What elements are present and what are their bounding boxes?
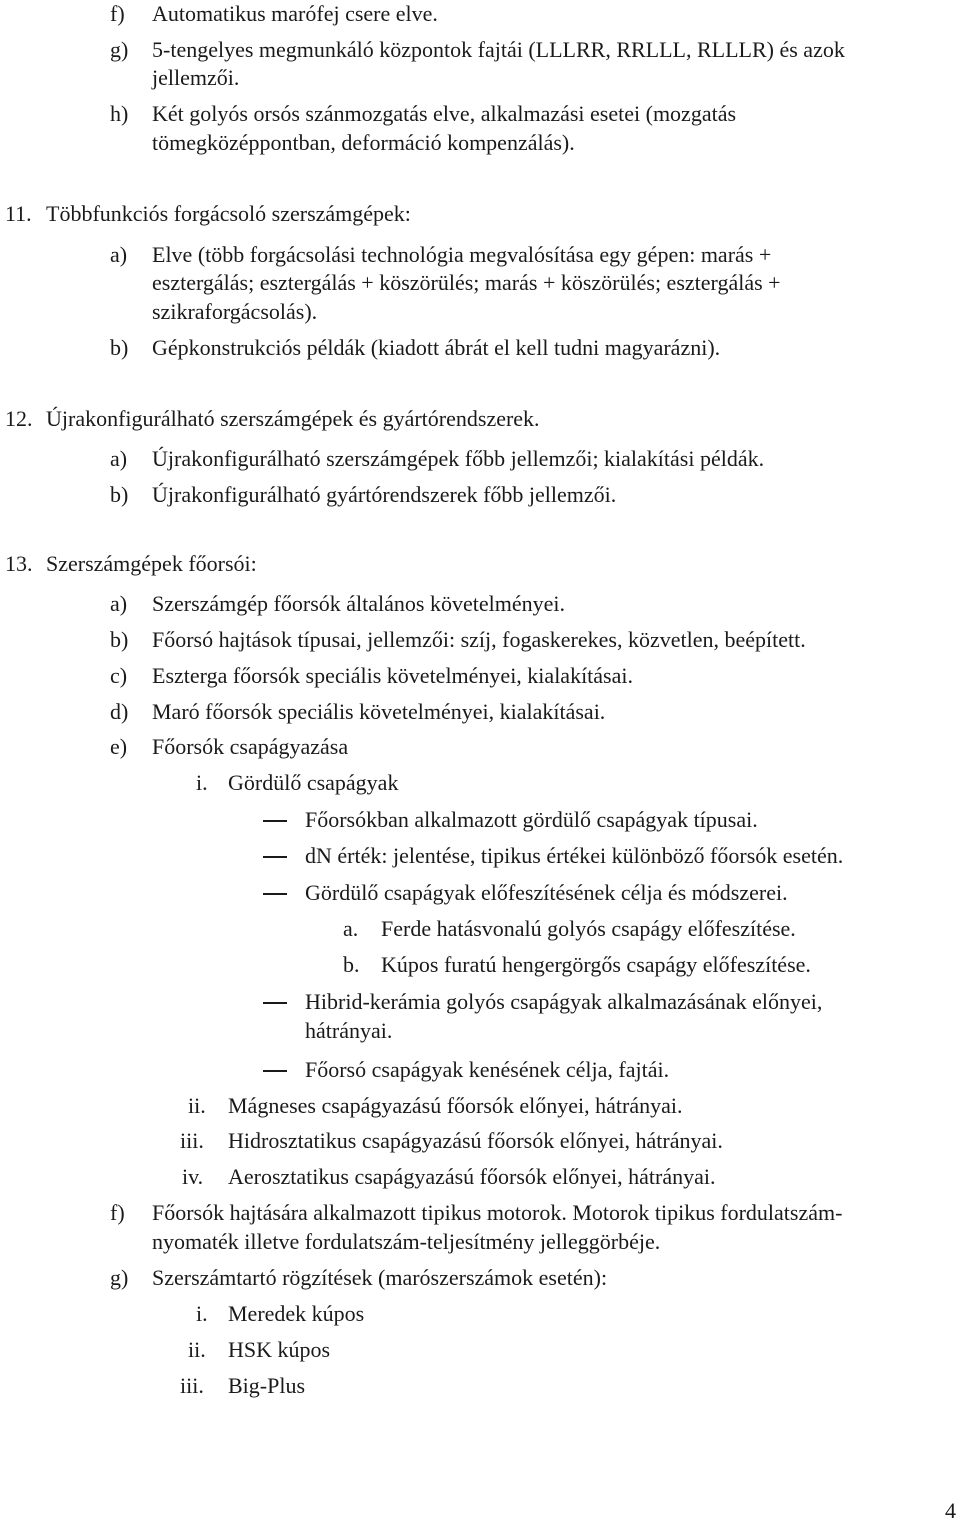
s11-b-text: Gépkonstrukciós példák (kiadott ábrát el kell tudni magyarázni). — [152, 335, 721, 360]
s13-e-iv-text: Aerosztatikus csapágyazású főorsók előnyei, hátrányai. — [228, 1164, 716, 1189]
s12-marker-a: a) — [110, 446, 128, 471]
sub-item-a-text: Ferde hatásvonalú golyós csapágy előfeszítése. — [381, 916, 796, 941]
s13-marker-f: f) — [110, 1200, 125, 1225]
item-h-text-line2: tömegközéppontban, deformáció kompenzálás). — [152, 130, 575, 155]
s13-e-marker-iv: iv. — [182, 1164, 204, 1189]
s13-e-marker-i: i. — [196, 770, 208, 795]
s13-marker-g: g) — [110, 1265, 129, 1290]
s13-c-text: Eszterga főorsók speciális követelményei, kialakításai. — [152, 663, 633, 688]
s13-marker-e: e) — [110, 734, 128, 759]
s11-a-text-line2: esztergálás; esztergálás + köszörülés; marás + köszörülés; esztergálás + — [152, 270, 781, 295]
list-marker-g: g) — [110, 37, 129, 62]
dash-item-4-line2: hátrányai. — [305, 1018, 393, 1043]
dash-bullet — [263, 1070, 287, 1072]
s13-marker-d: d) — [110, 699, 129, 724]
s13-e-marker-ii: ii. — [188, 1093, 206, 1118]
s13-marker-a: a) — [110, 591, 128, 616]
section-11-title: Többfunkciós forgácsoló szerszámgépek: — [46, 201, 411, 226]
s13-e-marker-iii: iii. — [180, 1128, 204, 1153]
s13-f-text-line1: Főorsók hajtására alkalmazott tipikus motorok. Motorok tipikus fordulatszám- — [152, 1200, 843, 1225]
sub-marker-b: b. — [343, 952, 360, 977]
s11-marker-b: b) — [110, 335, 129, 360]
section-number-12: 12. — [5, 406, 33, 431]
dash-item-5: Főorsó csapágyak kenésének célja, fajtái. — [305, 1057, 670, 1082]
s13-e-iii-text: Hidrosztatikus csapágyazású főorsók előnyei, hátrányai. — [228, 1128, 723, 1153]
s13-g-marker-i: i. — [196, 1301, 208, 1326]
dash-item-4-line1: Hibrid-kerámia golyós csapágyak alkalmazásának előnyei, — [305, 989, 823, 1014]
s11-a-text-line3: szikraforgácsolás). — [152, 299, 318, 324]
s12-b-text: Újrakonfigurálható gyártórendszerek főbb jellemzői. — [152, 482, 617, 507]
s13-g-i-text: Meredek kúpos — [228, 1301, 365, 1326]
s12-marker-b: b) — [110, 482, 129, 507]
item-g-text-line2: jellemzői. — [152, 65, 240, 90]
s13-e-i-text: Gördülő csapágyak — [228, 770, 399, 795]
dash-bullet — [263, 1002, 287, 1004]
item-g-text-line1: 5-tengelyes megmunkáló központok fajtái (LLLRR, RRLLL, RLLLR) és azok — [152, 37, 845, 62]
sub-item-b-text: Kúpos furatú hengergörgős csapágy előfeszítése. — [381, 952, 811, 977]
s11-marker-a: a) — [110, 242, 128, 267]
s13-e-text: Főorsók csapágyazása — [152, 734, 349, 759]
s13-e-ii-text: Mágneses csapágyazású főorsók előnyei, hátrányai. — [228, 1093, 683, 1118]
dash-bullet — [263, 893, 287, 895]
s13-a-text: Szerszámgép főorsók általános követelményei. — [152, 591, 565, 616]
s13-marker-c: c) — [110, 663, 128, 688]
sub-marker-a: a. — [343, 916, 359, 941]
dash-item-3: Gördülő csapágyak előfeszítésének célja és módszerei. — [305, 880, 788, 905]
list-marker-f: f) — [110, 1, 125, 26]
list-marker-h: h) — [110, 101, 129, 126]
dash-bullet — [263, 820, 287, 822]
item-f-text: Automatikus marófej csere elve. — [152, 1, 438, 26]
dash-item-2: dN érték: jelentése, tipikus értékei különböző főorsók esetén. — [305, 843, 844, 868]
dash-item-1: Főorsókban alkalmazott gördülő csapágyak típusai. — [305, 807, 758, 832]
s13-g-ii-text: HSK kúpos — [228, 1337, 331, 1362]
s13-b-text: Főorsó hajtások típusai, jellemzői: szíj, fogaskerekes, közvetlen, beépített. — [152, 627, 806, 652]
item-h-text-line1: Két golyós orsós szánmozgatás elve, alkalmazási esetei (mozgatás — [152, 101, 737, 126]
section-number-11: 11. — [5, 201, 32, 226]
section-number-13: 13. — [5, 551, 33, 576]
s13-g-iii-text: Big-Plus — [228, 1373, 306, 1398]
section-13-title: Szerszámgépek főorsói: — [46, 551, 257, 576]
page-number: 4 — [945, 1498, 956, 1523]
s13-d-text: Maró főorsók speciális követelményei, kialakításai. — [152, 699, 606, 724]
s13-f-text-line2: nyomaték illetve fordulatszám-teljesítmény jelleggörbéje. — [152, 1229, 661, 1254]
s13-marker-b: b) — [110, 627, 129, 652]
s13-g-text: Szerszámtartó rögzítések (marószerszámok esetén): — [152, 1265, 608, 1290]
section-12-title: Újrakonfigurálható szerszámgépek és gyártórendszerek. — [46, 406, 540, 431]
s13-g-marker-iii: iii. — [180, 1373, 204, 1398]
s11-a-text-line1: Elve (több forgácsolási technológia megvalósítása egy gépen: marás + — [152, 242, 772, 267]
s13-g-marker-ii: ii. — [188, 1337, 206, 1362]
dash-bullet — [263, 856, 287, 858]
s12-a-text: Újrakonfigurálható szerszámgépek főbb jellemzői; kialakítási példák. — [152, 446, 765, 471]
